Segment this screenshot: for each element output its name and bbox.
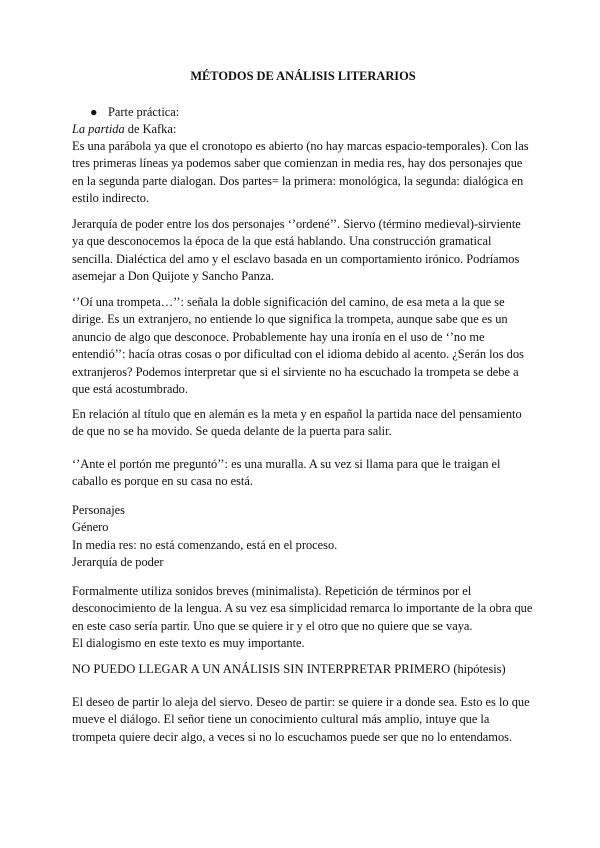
section-heading-note: (hipótesis)	[450, 662, 506, 676]
topic-list	[72, 502, 534, 572]
list-item: In media res: no está comenzando, está en el proceso.	[72, 537, 338, 552]
section-heading-caps: NO PUEDO LLEGAR A UN ANÁLISIS SIN INTERPRETAR PRIMERO	[72, 662, 451, 676]
work-title: La partida	[72, 122, 125, 136]
paragraph-7: El deseo de partir lo aleja del siervo. Deseo de partir: se quiere ir a donde sea. Esto es lo que mueve el diálogo. El señor tiene un conocimiento cultural más amplio, intuye que la trompeta quiere decir algo, a veces si no lo escuchamos puede ser que no lo entendamos.	[72, 695, 530, 744]
paragraph-2: Jerarquía de poder entre los dos personajes ‘’ordené’’. Siervo (término medieval)-sirviente ya que desconocemos la época de la que está hablando. Una construcción gramatical sencilla. Dialéctica del amo y el esclavo basada en un comportamiento irónico. Podríamos asemejar a Don Quijote y Sancho Panza.	[72, 217, 521, 284]
work-author: de Kafka:	[124, 122, 177, 136]
list-item: Jerarquía de poder	[72, 555, 164, 570]
work-subheading	[72, 121, 176, 138]
paragraph-4: En relación al título que en alemán es la meta y en español la partida nace del pensamiento de que no se ha movido. Se queda delante de la puerta para salir.	[72, 407, 522, 439]
list-item: Género	[72, 520, 109, 535]
paragraph-1: Es una parábola ya que el cronotopo es abierto (no hay marcas espacio-temporales). Con las tres primeras líneas ya podemos saber que comienzan in media res, hay dos personajes que en la segunda parte dialogan. Dos partes= la primera: monológica, la segunda: dialógica en estilo indirecto.	[72, 139, 529, 206]
paragraph-3: ‘’Oí una trompeta…’’: señala la doble significación del camino, de esa meta a la que se dirige. Es un extranjero, no entiende lo que significa la trompeta, aunque sabe que es un anuncio de algo que desconoce. Probablemente hay una ironía en el uso de ‘’no me entendió’’: hacía otras cosas o por dificultad con el idioma debido al acento. ¿Serán los dos extranjeros? Podemos interpretar que si el sirviente no ha escuchado la trompeta se debe a que está acostumbrado.	[72, 295, 524, 397]
document-title: MÉTODOS DE ANÁLISIS LITERARIOS	[190, 69, 416, 83]
bullet-item	[90, 104, 179, 121]
section-heading	[72, 661, 534, 678]
paragraph-6-closing: El dialogismo en este texto es muy importante.	[72, 636, 305, 651]
paragraph-5: ‘’Ante el portón me preguntó’’: es una muralla. A su vez si llama para que le traigan el caballo es porque en su casa no está.	[72, 457, 501, 489]
list-item: Personajes	[72, 503, 125, 517]
bullet-icon: ●	[90, 105, 98, 119]
paragraph-6	[72, 583, 534, 653]
paragraph-6-text: Formalmente utiliza sonidos breves (minimalista). Repetición de términos por el desconocimiento de la lengua. A su vez esa simplicidad remarca lo importante de la obra que en este caso sería partir. Uno que se quiere ir y el otro que no quiere que se vaya.	[72, 584, 533, 633]
bullet-text: Parte práctica:	[108, 105, 180, 119]
